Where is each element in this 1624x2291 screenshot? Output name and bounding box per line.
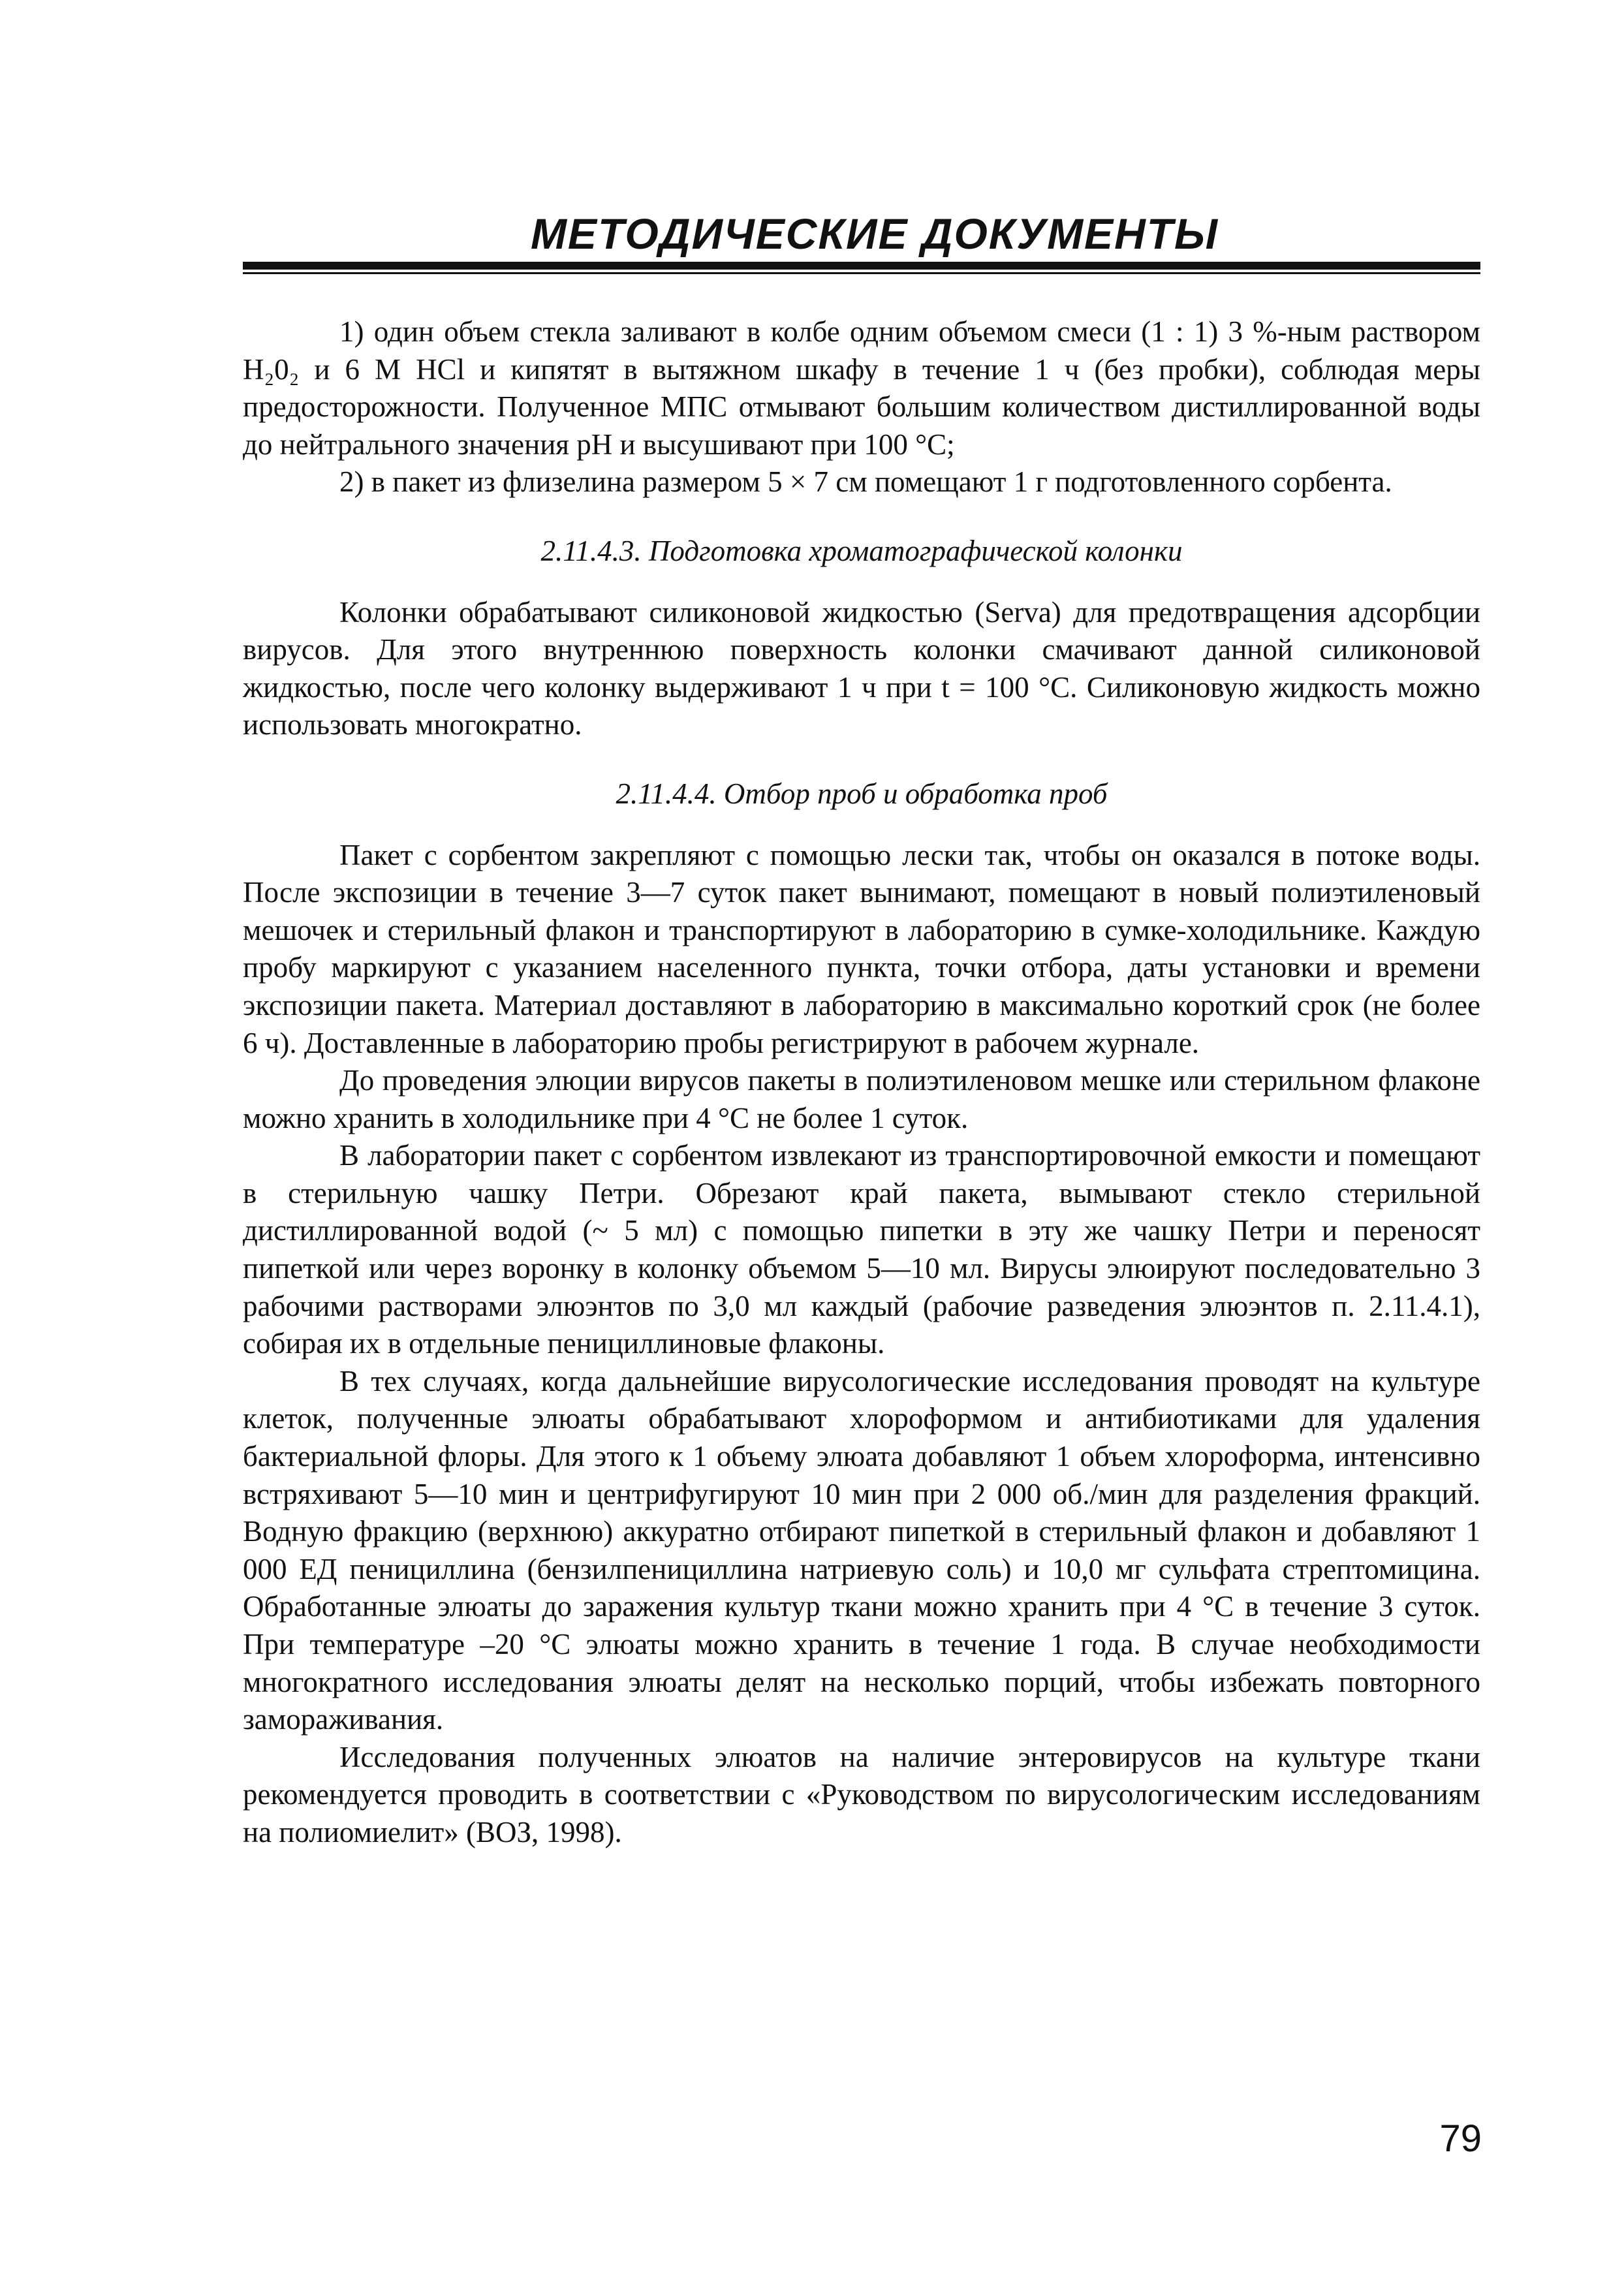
paragraph-enterovirus-study: Исследования полученных элюатов на наличие энтеровирусов на культуре ткани рекомендуется проводить в соответствии с «Руководством по вирусологическим исследованиям на полиомиелит» (ВОЗ, 1998). xyxy=(243,1740,1480,1848)
section-heading-column-preparation: 2.11.4.3. Подготовка хроматографической колонки xyxy=(540,534,1183,567)
paragraph-chloroform-treatment: В тех случаях, когда дальнейшие вирусологические исследования проводят на культуре клеток, полученные элюаты обрабатывают хлороформом и антибиотиками для удаления бактериальной флоры. Для этого к 1 объему элюата добавляют 1 объем хлороформа, интенсивно встряхивают 5—10 мин и центрифугируют 10 мин при 2 000 об./мин для разделения фракций. Водную фракцию (верхнюю) аккуратно отбирают пипеткой в стерильный флакон и добавляют 1 000 ЕД пенициллина (бензилпенициллина натриевую соль) и 10,0 мг сульфата стрептомицина. Обработанные элюаты до заражения культур ткани можно хранить при 4 °С в течение 3 суток. При температуре –20 °С элюаты можно хранить в течение 1 года. В случае необходимости многократного исследования элюаты делят на несколько порций, чтобы избежать повторного замораживания. xyxy=(243,1364,1480,1736)
page-header xyxy=(243,208,1480,260)
header-rule-thick xyxy=(243,262,1480,270)
paragraph-step-1: 1) один объем стекла заливают в колбе одним объемом смеси (1 : 1) 3 %-ным раствором H₂0₂ и 6 М HCl и кипятят в вытяжном шкафу в течение 1 ч (без пробки), соблюдая меры предосторожности. Полученное МПС отмывают большим количеством дистиллированной воды до нейтрального значения pH и высушивают при 100 °С; xyxy=(243,315,1480,461)
section-heading-sampling: 2.11.4.4. Отбор проб и обработка проб xyxy=(616,777,1108,810)
paragraph-step-2: 2) в пакет из флизелина размером 5 × 7 см помещают 1 г подготовленного сорбента. xyxy=(339,465,1392,499)
document-body xyxy=(243,313,1480,1852)
paragraph-sampling: Пакет с сорбентом закрепляют с помощью лески так, чтобы он оказался в потоке воды. После экспозиции в течение 3—7 суток пакет вынимают, помещают в новый полиэтиленовый мешочек и стерильный флакон и транспортируют в лабораторию в сумке-холодильнике. Каждую пробу маркируют с указанием населенного пункта, точки отбора, даты установки и времени экспозиции пакета. Материал доставляют в лабораторию в максимально короткий срок (не более 6 ч). Доставленные в лабораторию пробы регистрируют в рабочем журнале. xyxy=(243,838,1480,1059)
paragraph-storage: До проведения элюции вирусов пакеты в полиэтиленовом мешке или стерильном флаконе можно хранить в холодильнике при 4 °С не более 1 суток. xyxy=(243,1064,1480,1134)
paragraph-elution: В лаборатории пакет с сорбентом извлекают из транспортировочной емкости и помещают в стерильную чашку Петри. Обрезают край пакета, вымывают стекло стерильной дистиллированной водой (~ 5 мл) с помощью пипетки в эту же чашку Петри и переносят пипеткой или через воронку в колонку объемом 5—10 мл. Вирусы элюируют последовательно 3 рабочими растворами элюэнтов по 3,0 мл каждый (рабочие разведения элюэнтов п. 2.11.4.1), собирая их в отдельные пенициллиновые флаконы. xyxy=(243,1139,1480,1360)
page-header-title: МЕТОДИЧЕСКИЕ ДОКУМЕНТЫ xyxy=(530,210,1219,258)
page-number: 79 xyxy=(1439,2117,1482,2160)
paragraph-column-treatment: Колонки обрабатывают силиконовой жидкостью (Serva) для предотвращения адсорбции вирусов. Для этого внутреннюю поверхность колонки смачивают данной силиконовой жидкостью, после чего колонку выдерживают 1 ч при t = 100 °С. Силиконовую жидкость можно использовать многократно. xyxy=(243,595,1480,741)
header-rule-thin xyxy=(243,272,1480,274)
